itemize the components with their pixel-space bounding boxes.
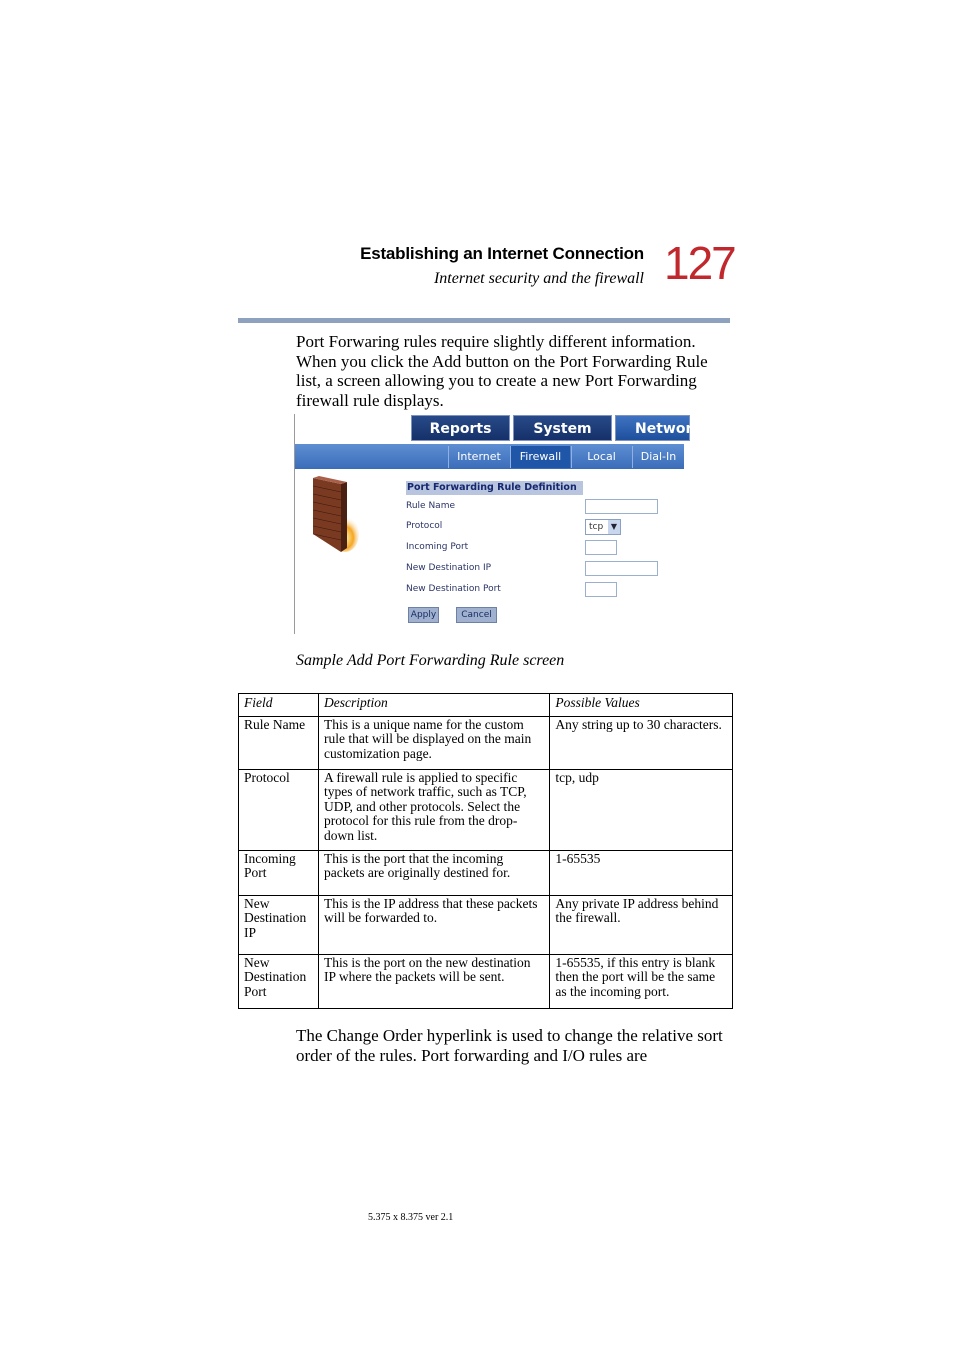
main-tab-bar [295,414,693,444]
field-description-table [238,693,733,1009]
table-row [239,895,733,954]
new-destination-port-input[interactable] [585,582,617,597]
table-row [239,769,733,850]
table-cell-description: This is a unique name for the custom rule that will be displayed on the main customization page. [318,716,549,769]
incoming-port-input[interactable] [585,540,617,555]
new-destination-port-label: New Destination Port [406,584,501,594]
form-title: Port Forwarding Rule Definition [406,481,583,495]
table-cell-field: Rule Name [239,716,319,769]
figure-caption: Sample Add Port Forwarding Rule screen [296,652,565,669]
page-number: 127 [664,237,735,289]
new-destination-ip-label: New Destination IP [406,563,492,573]
subtab-internet[interactable]: Internet [448,446,509,468]
section-title: Internet security and the firewall [433,270,644,287]
subtab-firewall[interactable]: Firewall [510,446,570,468]
firewall-brick-wall-icon [303,472,361,554]
table-cell-values: tcp, udp [550,769,733,850]
intro-paragraph: Port Forwaring rules require slightly different information. When you click the Add button on the Port Forwarding Rule list, a screen allowing you to create a new Port Forwarding firewall rule displays. [296,332,708,410]
table-cell-field: Protocol [239,769,319,850]
tab-system[interactable]: System [513,415,612,441]
column-header-possible-values: Possible Values [550,694,733,717]
column-header-description: Description [318,694,549,717]
table-cell-field: New Destination IP [239,895,319,954]
port-forwarding-screenshot [294,414,693,634]
table-row [239,716,733,769]
tab-reports[interactable]: Reports [411,415,510,441]
subtab-local[interactable]: Local [571,446,631,468]
header-divider [238,318,730,323]
rule-name-label: Rule Name [406,501,456,511]
subtab-dial-in[interactable]: Dial-In [632,446,684,468]
closing-paragraph: The Change Order hyperlink is used to change the relative sort order of the rules. Port forwarding and I/O rules are [296,1026,723,1065]
sub-tab-bar [295,444,684,469]
table-cell-description: A firewall rule is applied to specific types of network traffic, such as TCP, UDP, and other protocols. Select the protocol for this rule from the drop-down list. [318,769,549,850]
cancel-button[interactable]: Cancel [456,607,497,623]
table-cell-values: Any string up to 30 characters. [550,716,733,769]
protocol-select[interactable] [585,519,621,535]
chevron-down-icon[interactable]: ▼ [608,520,620,534]
rule-name-input[interactable] [585,499,658,514]
tab-network[interactable]: Networ [615,415,690,441]
table-cell-description: This is the IP address that these packets will be forwarded to. [318,895,549,954]
table-cell-description: This is the port that the incoming packets are originally destined for. [318,850,549,895]
table-cell-field: Incoming Port [239,850,319,895]
table-row [239,850,733,895]
apply-button[interactable]: Apply [408,607,439,623]
new-destination-ip-input[interactable] [585,561,658,576]
table-header-row [239,694,733,717]
chapter-title: Establishing an Internet Connection [360,244,644,263]
table-cell-values: Any private IP address behind the firewall. [550,895,733,954]
table-cell-field: New Destination Port [239,954,319,1008]
column-header-field: Field [239,694,319,717]
table-row [239,954,733,1008]
table-cell-values: 1-65535 [550,850,733,895]
incoming-port-label: Incoming Port [406,542,469,552]
page-footer: 5.375 x 8.375 ver 2.1 [368,1212,454,1223]
table-cell-description: This is the port on the new destination IP where the packets will be sent. [318,954,549,1008]
protocol-label: Protocol [406,521,443,531]
protocol-value: tcp [589,522,604,532]
table-cell-values: 1-65535, if this entry is blank then the port will be the same as the incoming port. [550,954,733,1008]
